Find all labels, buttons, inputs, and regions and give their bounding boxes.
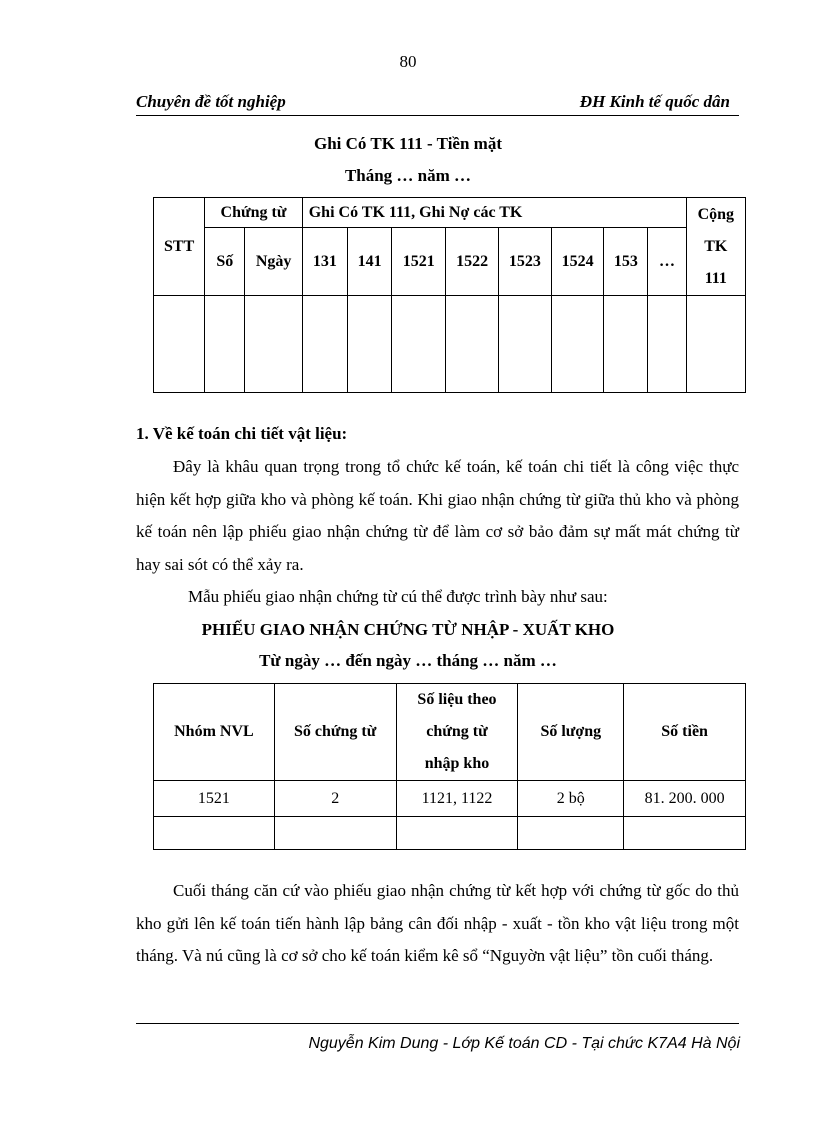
- so-tien-header: Số tiền: [624, 684, 746, 781]
- paragraph-2: Mẫu phiếu giao nhận chứng từ cú thể được trình bày như sau:: [188, 587, 608, 606]
- account-col: 1521: [392, 228, 446, 296]
- so-lieu-header: [396, 684, 518, 781]
- nhom-nvl-header: Nhóm NVL: [154, 684, 275, 781]
- table-row: [154, 781, 746, 817]
- account-col: 1524: [551, 228, 603, 296]
- cong-tk-line1: Cộng: [697, 205, 735, 223]
- table-row: [154, 296, 746, 393]
- so-lieu-line2: chứng từ: [426, 723, 488, 740]
- table-row: [154, 817, 746, 850]
- footer-text: Nguyễn Kim Dung - Lớp Kế toán CD - Tại chức K7A4 Hà Nội: [308, 1035, 740, 1052]
- table1-title: Ghi Có TK 111 - Tiền mặt: [314, 134, 502, 153]
- so-chung-tu-header: Số chứng từ: [274, 684, 396, 781]
- cong-tk-header: [686, 198, 745, 296]
- table2-subtitle: Từ ngày … đến ngày … tháng … năm …: [259, 651, 557, 670]
- so-header: Số: [205, 228, 245, 296]
- table2-title: PHIẾU GIAO NHẬN CHỨNG TỪ NHẬP - XUẤT KHO: [201, 620, 615, 639]
- page-number: 80: [399, 52, 417, 71]
- cell-so-ct: 2: [274, 781, 396, 817]
- chung-tu-header: Chứng từ: [205, 198, 302, 228]
- paragraph-3: Cuối tháng căn cứ vào phiếu giao nhận chứng từ kết hợp với chứng từ gốc do thủ kho gửi lên kế toán tiến hành lập bảng cân đối nhập - xuất - tồn kho vật liệu trong một tháng. Và nú cũng là cơ sở cho kế toán kiểm kê sổ “Nguyờn vật liệu” tồn cuối tháng.: [136, 881, 739, 965]
- account-col: 131: [302, 228, 347, 296]
- header-left: Chuyên đề tốt nghiệp: [136, 92, 286, 111]
- header-right: ĐH Kinh tế quốc dân: [579, 92, 730, 111]
- ghi-co-header: Ghi Có TK 111, Ghi Nợ các TK: [302, 198, 686, 228]
- cell-nhom: 1521: [154, 781, 275, 817]
- cong-tk-line3: 111: [704, 269, 727, 287]
- account-col: 153: [604, 228, 648, 296]
- account-col: 1523: [498, 228, 551, 296]
- paragraph-1: Đây là khâu quan trọng trong tổ chức kế toán, kế toán chi tiết là công việc thực hiện kết hợp giữa kho và phòng kế toán. Khi giao nhận chứng từ giữa thủ kho và phòng kế toán nên lập phiếu giao nhận chứng từ để làm cơ sở bảo đảm sự mất mát chứng từ hay sai sót có thể xảy ra.: [136, 457, 739, 574]
- stt-header: STT: [154, 198, 205, 296]
- cash-credit-table: [153, 197, 746, 393]
- so-lieu-line1: Số liệu theo: [417, 691, 497, 708]
- header-divider: [136, 115, 739, 116]
- footer-divider: [136, 1023, 739, 1024]
- cell-so-tien: 81. 200. 000: [624, 781, 746, 817]
- voucher-handover-table: [153, 683, 746, 850]
- account-col: 141: [347, 228, 391, 296]
- cell-so-luong: 2 bộ: [518, 781, 624, 817]
- cong-tk-line2: TK: [704, 237, 728, 255]
- table1-subtitle: Tháng … năm …: [344, 166, 472, 185]
- ngay-header: Ngày: [245, 228, 302, 296]
- account-col: 1522: [446, 228, 498, 296]
- so-lieu-line3: nhập kho: [424, 755, 490, 772]
- so-luong-header: Số lượng: [518, 684, 624, 781]
- cell-so-lieu: 1121, 1122: [396, 781, 518, 817]
- account-col: …: [648, 228, 686, 296]
- section-heading: 1. Về kế toán chi tiết vật liệu:: [136, 424, 348, 443]
